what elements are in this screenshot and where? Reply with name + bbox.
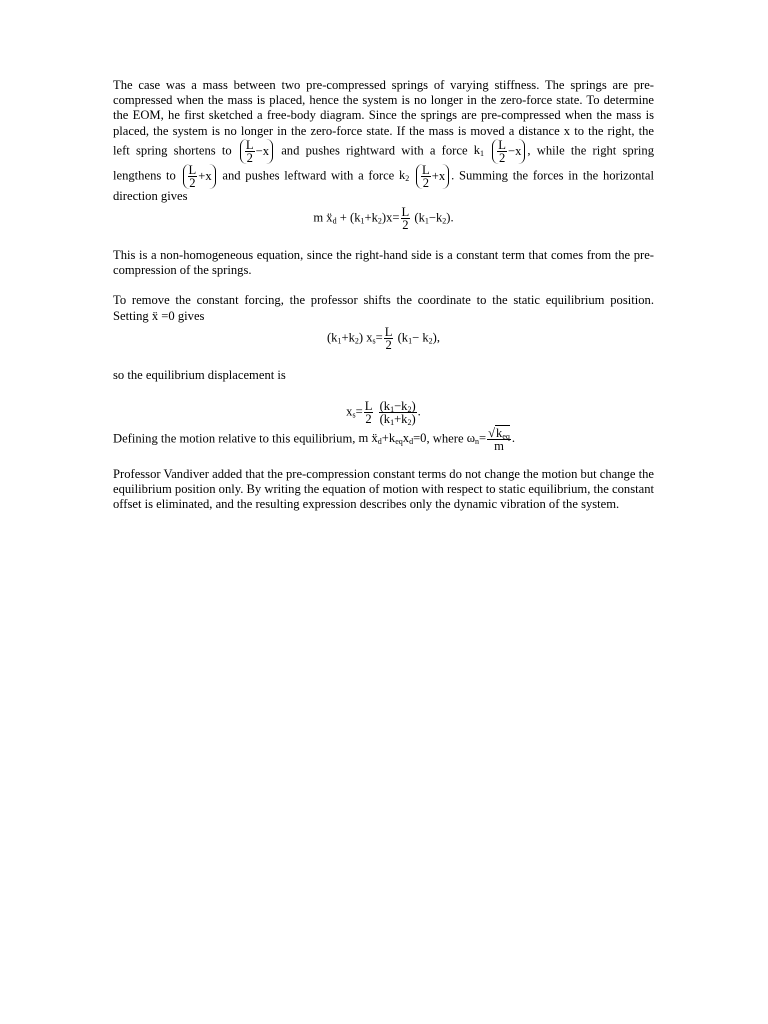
paragraph-non-homogeneous: This is a non-homogeneous equation, since the right-hand side is a constant term that comes from the pre-compression of the springs. — [113, 248, 654, 278]
equation-of-motion: m ẍ$_d$ + $(k_1+k_2)x=$ $\frac{L}{2}$ $(k_1-k_2)$. — [313, 205, 454, 233]
equilibrium-equation: $(k_1+k_2)$ $x_s=$ $\frac{L}{2}$ $(k_1- k_2)$, — [326, 324, 441, 352]
paragraph-conclusion: Professor Vandiver added that the pre-compression constant terms do not change the motion but change the equilibrium position only. By writing the equation of motion with respect to static equilibrium, the constant offset is eliminated, and the resulting expression describes only the dynamic vibration of the system. — [113, 467, 654, 512]
equilibrium-displacement-equation: $x_s=$ $\frac{L}{2}$ $\frac{(k_1-k_2)}{(k_1+k_2)}$ . — [346, 399, 421, 428]
distance-variable: x — [563, 123, 571, 138]
right-spring-force-expression: $\frac{L}{2}$ +x — [416, 164, 449, 189]
k2-symbol: $k_2$ — [398, 168, 410, 184]
right-spring-length-expression: $\frac{L}{2}$ +x — [183, 164, 216, 189]
left-spring-force-expression: $\frac{L}{2}$ −x — [492, 139, 525, 164]
document-page — [113, 78, 654, 513]
paragraph-shift-coordinate: To remove the constant forcing, the professor shifts the coordinate to the static equilibrium position. Setting ẍ =0 gives — [113, 293, 654, 323]
acceleration-zero-condition: ẍ =0 — [151, 308, 175, 323]
relative-eom: m $ẍ_d+k_{eq}x_d=0$ — [358, 431, 427, 447]
paragraph-intro: The case was a mass between two pre-compressed springs of varying stiffness. The springs are pre-compressed when the mass is placed, hence the system is no longer in the zero-force state. To determine the EOM, he first sketched a free-body diagram. Since the springs are pre-compressed when the mass is placed, the system is no longer in the zero-force state. If the mass is moved a distance x to the right, the left spring shortens to $\frac{L}{2}$ −x and pushes rightward with a force $k_1$ $\frac{L}{2}$ −x , while the right spring lengthens to $\frac{L}{2}$ +x and pushes leftward with a force $k_2$ $\frac{L}{2}$ +x . Summing the forces in the horizontal direction gives — [113, 78, 654, 203]
k1-symbol: $k_1$ — [473, 143, 485, 159]
natural-frequency: $\omega_n=$ $\frac{√k_{eq}}{m}$ . — [466, 426, 516, 454]
left-spring-length-expression: $\frac{L}{2}$ −x — [240, 139, 273, 164]
paragraph-relative-motion: Defining the motion relative to this equilibrium, m $ẍ_d+k_{eq}x_d=0$, where $\omega_n=$ $\frac{√k_{eq}}{m}$ . — [113, 426, 516, 454]
paragraph-equilibrium-displacement: so the equilibrium displacement is — [113, 367, 286, 382]
